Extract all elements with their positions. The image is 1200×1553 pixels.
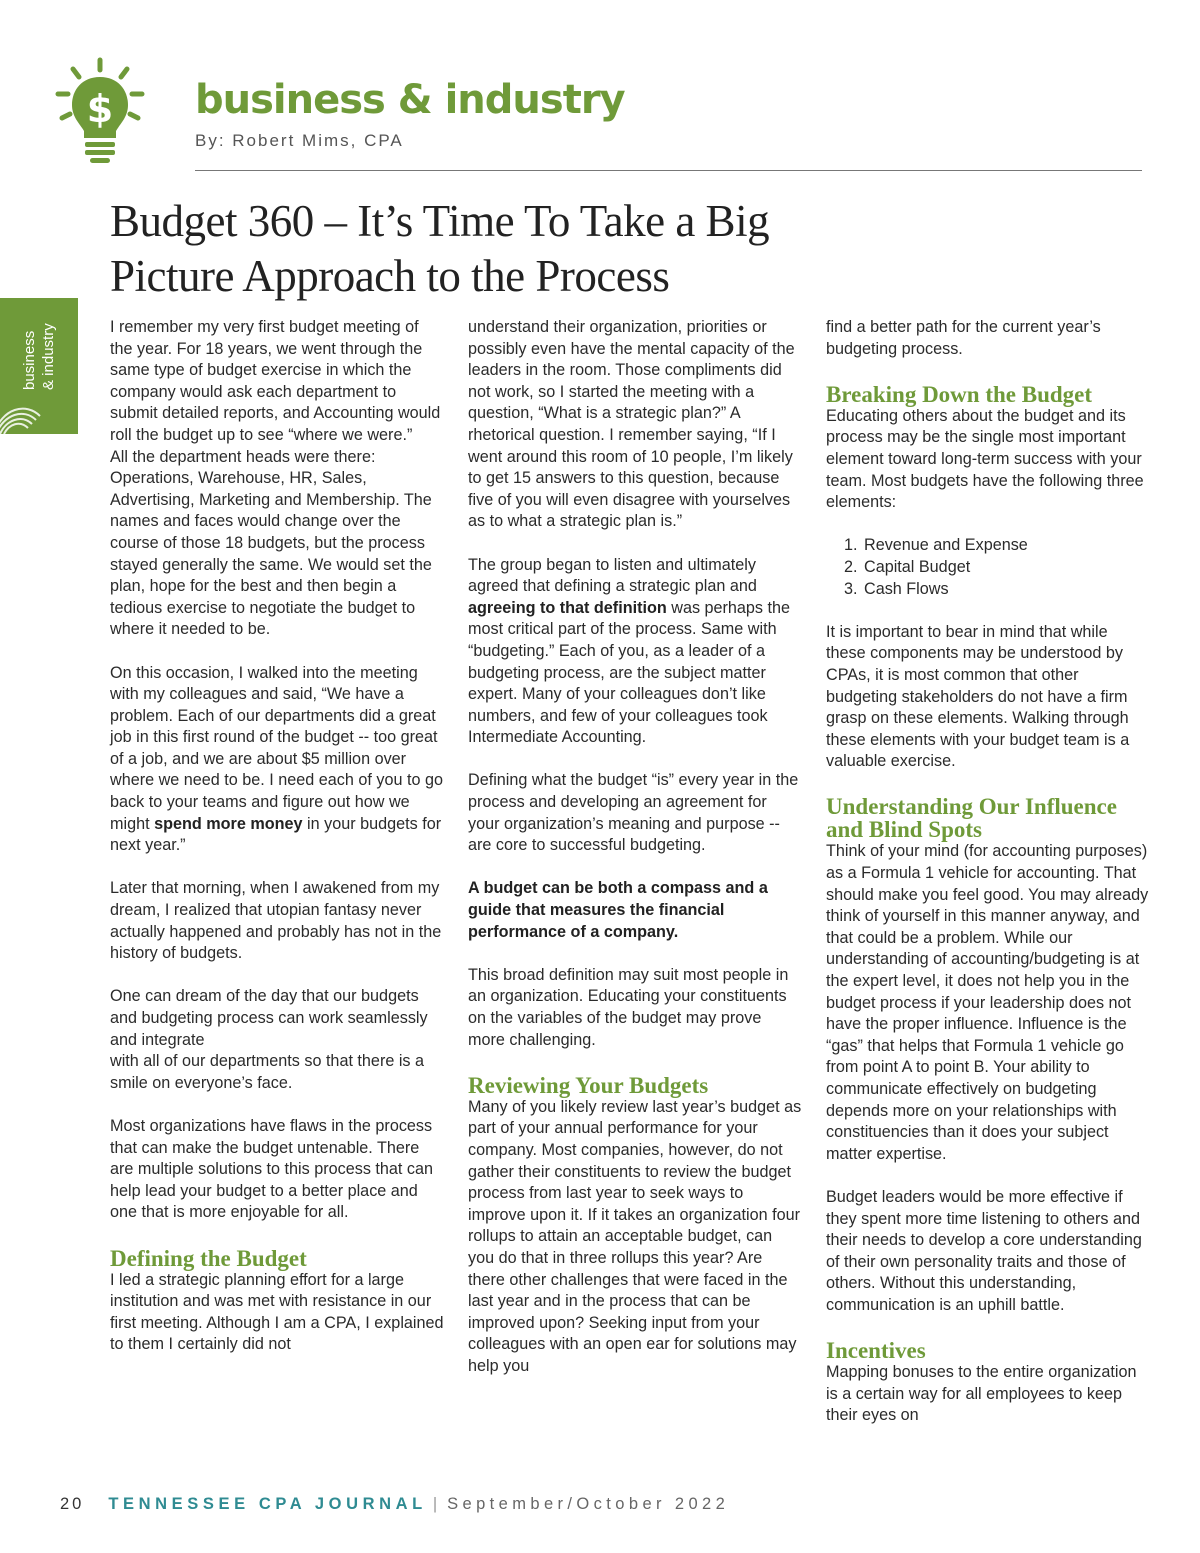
article-column-3 (826, 317, 1150, 1449)
subheading: Breaking Down the Budget (826, 381, 1093, 407)
paragraph: I led a strategic planning effort for a large institution and was met with resistance in our first meeting. Although I am a CPA, I explained to them I certainly did not (110, 1270, 444, 1354)
lightbulb-dollar-icon (54, 56, 150, 166)
paragraph-text: in your budgets for next year.” (110, 814, 442, 855)
subheading: Incentives (826, 1338, 926, 1364)
byline: By: Robert Mims, CPA (195, 131, 404, 150)
paragraph: It is important to bear in mind that while these components may be understood by CPAs, it is most common that other budgeting stakeholders do not have a firm grasp on these elements. Walking through these elements with your budget team is a valuable exercise. (826, 622, 1130, 771)
svg-text:$: $ (86, 87, 114, 131)
subheading: Understanding Our Influence and Blind Spots (826, 794, 1117, 843)
subheading: Defining the Budget (110, 1245, 307, 1271)
paragraph: understand their organization, priorities or possibly even have the mental capacity of the leaders in the room. Those compliments did not work, so I started the meeting with a question, “What is a strategic plan?” A rhetorical question. I remember saying, “If I went around this room of 10 people, I’m likely to get 15 answers to this question, because five of you will even disagree with yourselves as to what a strategic plan is.” (468, 318, 795, 531)
article-column-2 (468, 317, 802, 1399)
pull-statement (468, 878, 802, 943)
emphasis-text: agreeing to that definition (468, 598, 667, 617)
swirl-graphic-icon (0, 394, 46, 434)
paragraph: Later that morning, when I awakened from my dream, I realized that utopian fantasy never actually happened and probably has not in the history of budgets. (110, 879, 442, 963)
side-tab-label (20, 306, 70, 390)
paragraph-text: One can dream of the day that our budgets and budgeting process can work seamlessly and integrate (110, 987, 428, 1049)
page-number: 20 (60, 1495, 85, 1513)
emphasis-text: A budget can be both a compass and a guide that measures the financial performance of a company. (468, 879, 768, 941)
paragraph: Mapping bonuses to the entire organization is a certain way for all employees to keep their eyes on (826, 1363, 1137, 1425)
paragraph: find a better path for the current year’s budgeting process. (826, 318, 1101, 358)
footer-separator: | (432, 1495, 438, 1513)
header-divider (195, 170, 1142, 171)
issue-date: September/October 2022 (447, 1495, 730, 1513)
journal-name: TENNESSEE CPA JOURNAL (108, 1495, 427, 1513)
paragraph: Most organizations have flaws in the process that can make the budget untenable. There are multiple solutions to this process that can help lead your budget to a better place and one that is more enjoyable for all. (110, 1116, 434, 1222)
section-side-tab (0, 298, 78, 434)
emphasis-text: spend more money (154, 814, 303, 833)
list-item: 1. Revenue and Expense (862, 535, 1150, 557)
list-item: 2. Capital Budget (862, 557, 1150, 579)
paragraph: Budget leaders would be more effective if they spent more time listening to others and their needs to develop a core understanding of their own personality traits and those of others. Without this understanding, communication is an uphill battle. (826, 1187, 1142, 1314)
paragraph: This broad definition may suit most people in an organization. Educating your constituents on the variables of the budget may prove more challenging. (468, 965, 789, 1049)
paragraph-text: was perhaps the most critical part of the process. Same with “budgeting.” Each of you, as a leader of a budgeting process, are the subject matter expert. Many of your colleagues don’t like numbers, and few of your colleagues took Intermediate Accounting. (468, 598, 791, 747)
article-headline (110, 194, 930, 304)
page-footer (60, 1492, 729, 1516)
budget-elements-list (826, 535, 1150, 600)
side-tab-line-2: & industry (40, 323, 57, 390)
section-title: business & industry (195, 77, 625, 123)
paragraph: Many of you likely review last year’s budget as part of your annual performance for your company. Most companies, however, do not gather their constituents to review the budget process from last year to seek ways to improve upon it. If it takes an organization four rollups to attain an acceptable budget, can you do that in three rollups this year? Are there other challenges that were faced in the last year and in the process that can be improved upon? Seeking input from your colleagues with an open ear for solutions may help you (468, 1097, 802, 1375)
paragraph: Defining what the budget “is” every year in the process and developing an agreement for your organization’s meaning and purpose -- are core to successful budgeting. (468, 771, 799, 855)
side-tab-line-1: business (21, 330, 38, 390)
paragraph: All the department heads were there: Operations, Warehouse, HR, Sales, Advertising, Marketing and Membership. The names and faces would change over the course of those 18 budgets, but the process stayed generally the same. We would set the plan, hope for the best and then begin a tedious exercise to negotiate the budget to where it needed to be. (110, 447, 432, 639)
paragraph: Educating others about the budget and its process may be the single most important element toward long-term success with your team. Most budgets have the following three elements: (826, 406, 1144, 512)
paragraph: Think of your mind (for accounting purposes) as a Formula 1 vehicle for accounting. That should make you feel good. You may already think of yourself in this manner anyway, and that could be a problem. While our understanding of accounting/budgeting is at the expert level, it does not help you in the budget process if your leadership does not have the proper influence. Influence is the “gas” that helps that Formula 1 vehicle go from point A to point B. Your ability to communicate effectively on budgeting depends more on your relationships with constituencies than it does your subject matter expertise. (826, 842, 1149, 1163)
paragraph-text: The group began to listen and ultimately agreed that defining a strategic plan and (468, 555, 757, 596)
paragraph (110, 986, 444, 1094)
paragraph (468, 555, 802, 749)
headline-line-1: Budget 360 – It’s Time To Take a Big (110, 196, 770, 246)
paragraph (110, 663, 444, 857)
headline-line-2: Picture Approach to the Process (110, 251, 670, 301)
subheading: Reviewing Your Budgets (468, 1072, 709, 1098)
paragraph-text: On this occasion, I walked into the meeting with my colleagues and said, “We have a problem. Each of our departments did a great job in this first round of the budget -- too great of a job, and we are about $5 million over where we need to be. I need each of you to go back to your teams and figure out how we might (110, 663, 443, 833)
article-column-1 (110, 317, 444, 1378)
paragraph: I remember my very first budget meeting of the year. For 18 years, we went through the same type of budget exercise in which the company would ask each department to submit detailed reports, and Accounting would roll the budget up to see “where we were.” (110, 318, 441, 444)
list-item: 3. Cash Flows (862, 579, 1150, 601)
paragraph-text: with all of our departments so that there is a smile on everyone’s face. (110, 1052, 425, 1092)
